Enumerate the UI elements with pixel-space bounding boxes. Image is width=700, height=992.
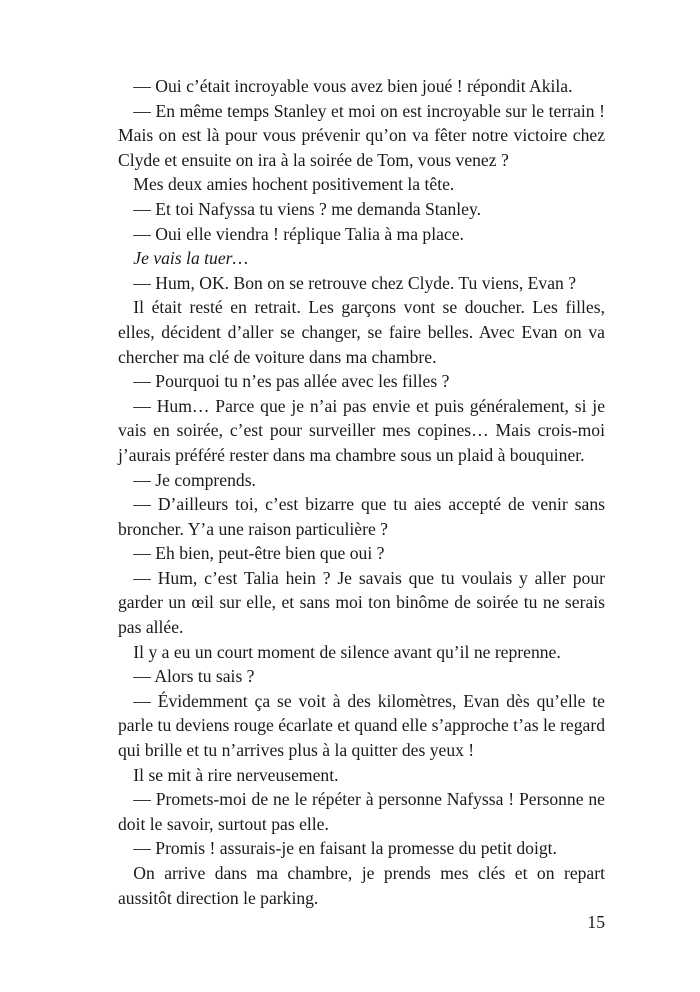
- paragraph: — Promis ! assurais-je en faisant la promesse du petit doigt.: [133, 838, 557, 859]
- paragraph: On arrive dans ma chambre, je prends mes clés et on repart aussitôt direction le parking.: [118, 863, 605, 908]
- paragraph: — Pourquoi tu n’es pas allée avec les filles ?: [133, 371, 450, 392]
- body-text: [118, 74, 605, 910]
- paragraph: — Oui elle viendra ! réplique Talia à ma place.: [133, 223, 464, 244]
- paragraph: — Promets-moi de ne le répéter à personne Nafyssa ! Personne ne doit le savoir, surtout pas elle.: [118, 789, 605, 834]
- page-number: 15: [587, 912, 605, 932]
- paragraph: — Alors tu sais ?: [133, 666, 255, 687]
- paragraph: — Je comprends.: [133, 469, 256, 490]
- paragraph: — En même temps Stanley et moi on est incroyable sur le terrain ! Mais on est là pour vous prévenir qu’on va fêter notre victoire chez Clyde et ensuite on ira à la soirée de Tom, vous venez ?: [118, 100, 605, 170]
- paragraph: — Eh bien, peut-être bien que oui ?: [133, 543, 385, 564]
- paragraph: — Et toi Nafyssa tu viens ? me demanda Stanley.: [133, 198, 482, 219]
- paragraph: — Oui c’était incroyable vous avez bien joué ! répondit Akila.: [133, 76, 573, 96]
- paragraph: — Évidemment ça se voit à des kilomètres, Evan dès qu’elle te parle tu deviens rouge écarlate et quand elle s’approche t’as le regard qui brille et tu n’arrives plus à la quitter des yeux !: [118, 690, 606, 761]
- paragraph: — Hum, c’est Talia hein ? Je savais que tu voulais y aller pour garder un œil sur elle, et sans moi ton binôme de soirée tu ne serais pas allée.: [118, 567, 605, 638]
- paragraph: Il se mit à rire nerveusement.: [133, 764, 339, 785]
- paragraph: Il était resté en retrait. Les garçons vont se doucher. Les filles, elles, décident d’aller se changer, se faire belles. Avec Evan on va chercher ma clé de voiture dans ma chambre.: [118, 297, 605, 367]
- paragraph: — Hum… Parce que je n’ai pas envie et puis généralement, si je vais en soirée, c’est pour surveiller mes copines… Mais crois-moi j’aurais préféré rester dans ma chambre sous un plaid à bouquiner.: [118, 395, 605, 465]
- paragraph-italic-thought: Je vais la tuer…: [133, 248, 249, 269]
- paragraph: Mes deux amies hochent positivement la tête.: [133, 174, 455, 195]
- paragraph: Il y a eu un court moment de silence avant qu’il ne reprenne.: [133, 641, 561, 662]
- paragraph: — Hum, OK. Bon on se retrouve chez Clyde. Tu viens, Evan ?: [133, 272, 577, 293]
- paragraph: — D’ailleurs toi, c’est bizarre que tu aies accepté de venir sans broncher. Y’a une raison particulière ?: [118, 494, 605, 539]
